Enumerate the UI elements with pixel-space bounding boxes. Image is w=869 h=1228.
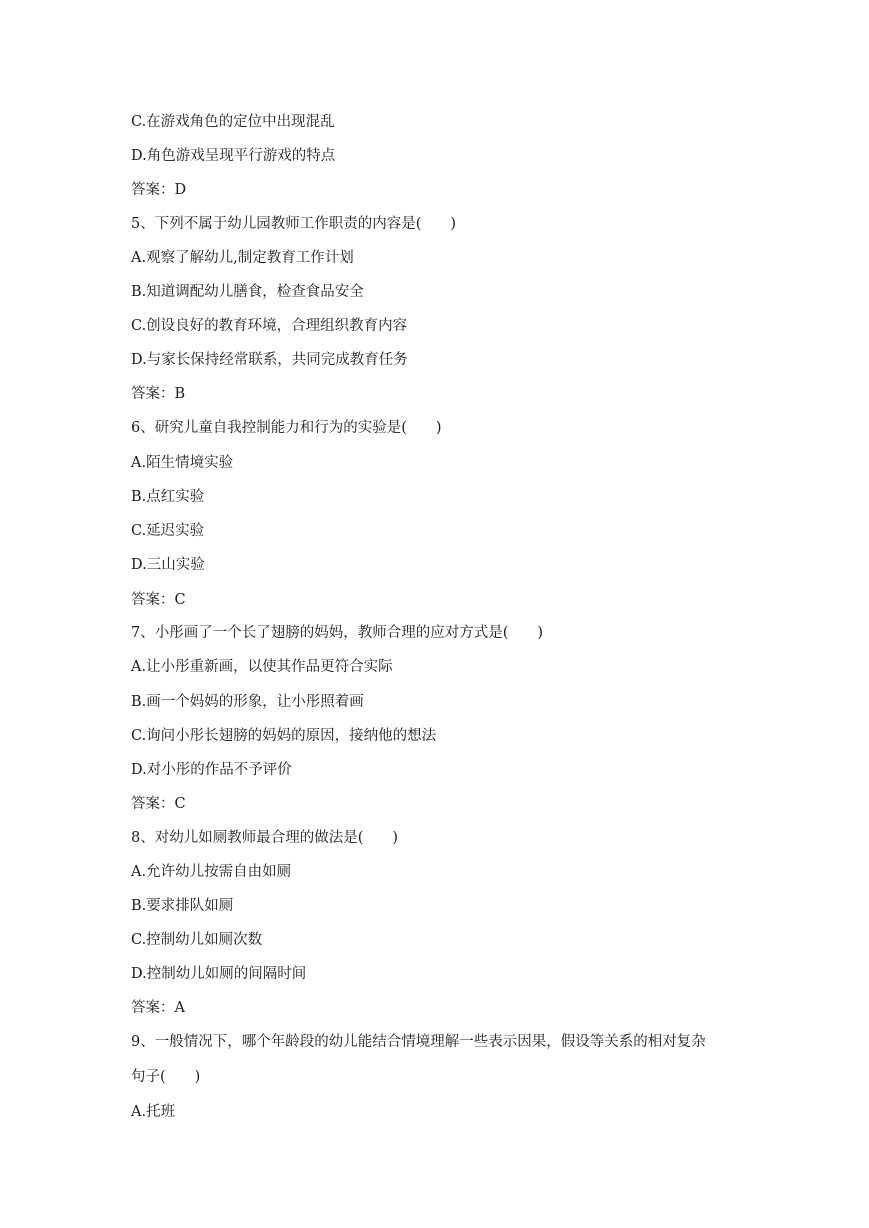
option-c-q4: C.在游戏角色的定位中出现混乱 [131, 114, 335, 130]
question-5: 5、下列不属于幼儿园教师工作职责的内容是( ) [131, 216, 457, 232]
option-b-q8: B.要求排队如厕 [131, 898, 234, 914]
option-d-q8: D.控制幼儿如厕的间隔时间 [131, 966, 307, 982]
answer-q5: 答案：B [131, 386, 186, 402]
option-b-q5: B.知道调配幼儿膳食，检查食品安全 [131, 284, 364, 300]
answer-q7: 答案：C [131, 796, 186, 812]
option-a-q6: A.陌生情境实验 [131, 455, 234, 471]
option-a-q7: A.让小彤重新画，以使其作品更符合实际 [131, 659, 393, 675]
option-c-q7: C.询问小彤长翅膀的妈妈的原因，接纳他的想法 [131, 728, 437, 744]
option-c-q6: C.延迟实验 [131, 523, 205, 539]
question-6: 6、研究儿童自我控制能力和行为的实验是( ) [131, 420, 442, 436]
option-d-q6: D.三山实验 [131, 557, 205, 573]
option-c-q8: C.控制幼儿如厕次数 [131, 932, 263, 948]
option-b-q6: B.点红实验 [131, 489, 205, 505]
question-7: 7、小彤画了一个长了翅膀的妈妈，教师合理的应对方式是( ) [131, 625, 544, 641]
answer-q6: 答案：C [131, 592, 186, 608]
option-a-q9: A.托班 [131, 1104, 176, 1120]
question-9: 9、一般情况下，哪个年龄段的幼儿能结合情境理解一些表示因果，假设等关系的相对复杂 [131, 1034, 706, 1050]
answer-q4: 答案：D [131, 182, 187, 198]
question-8: 8、对幼儿如厕教师最合理的做法是( ) [131, 830, 399, 846]
option-b-q7: B.画一个妈妈的形象，让小彤照着画 [131, 694, 364, 710]
question-9-continued: 句子( ) [131, 1069, 201, 1085]
option-d-q5: D.与家长保持经常联系，共同完成教育任务 [131, 352, 408, 368]
option-d-q4: D.角色游戏呈现平行游戏的特点 [131, 148, 336, 164]
option-c-q5: C.创设良好的教育环境，合理组织教育内容 [131, 318, 408, 334]
option-d-q7: D.对小彤的作品不予评价 [131, 762, 292, 778]
answer-q8: 答案：A [131, 1000, 185, 1016]
option-a-q5: A.观察了解幼儿,制定教育工作计划 [131, 250, 354, 266]
option-a-q8: A.允许幼儿按需自由如厕 [131, 864, 292, 880]
